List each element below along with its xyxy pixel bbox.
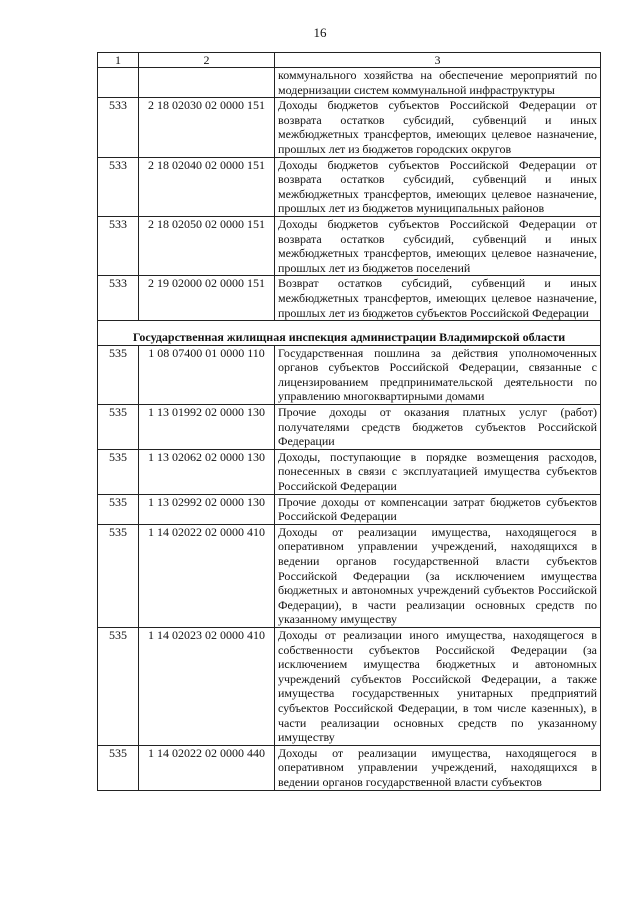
admin-code-cell: 535 — [98, 494, 139, 524]
column-header-2: 2 — [139, 53, 275, 68]
admin-code-cell: 533 — [98, 216, 139, 275]
revenue-description-cell: Доходы, поступающие в порядке возмещения расходов, понесенных в связи с эксплуатацией имущества субъектов Российской Федерации — [275, 449, 601, 494]
admin-code-cell: 535 — [98, 449, 139, 494]
revenue-code-cell: 2 18 02050 02 0000 151 — [139, 216, 275, 275]
table-row — [98, 157, 601, 216]
revenue-code-cell: 2 19 02000 02 0000 151 — [139, 276, 275, 321]
revenue-description-cell: Доходы от реализации имущества, находящегося в оперативном управлении учреждений, находящихся в ведении органов государственной власти субъектов Российской Федерации (за исключением имущества бюджетных и автономных учреждений субъектов Российской Федерации), в части реализации основных средств по указанному имуществу — [275, 524, 601, 627]
section-header-row — [98, 321, 601, 346]
admin-code-cell: 533 — [98, 157, 139, 216]
table-row — [98, 98, 601, 157]
table-header-row — [98, 53, 601, 68]
admin-code-cell: 533 — [98, 276, 139, 321]
revenue-code-cell: 1 14 02022 02 0000 440 — [139, 745, 275, 790]
table-row — [98, 627, 601, 745]
table-row — [98, 68, 601, 98]
revenue-description-cell: Доходы бюджетов субъектов Российской Федерации от возврата остатков субсидий, субвенций и иных межбюджетных трансфертов, имеющих целевое назначение, прошлых лет из бюджетов муниципальных районов — [275, 157, 601, 216]
page-number: 16 — [313, 25, 327, 40]
admin-code-cell: 533 — [98, 98, 139, 157]
revenue-code-cell: 1 13 02062 02 0000 130 — [139, 449, 275, 494]
revenue-code-cell: 1 13 01992 02 0000 130 — [139, 405, 275, 450]
revenue-code-cell: 1 13 02992 02 0000 130 — [139, 494, 275, 524]
revenue-code-cell: 2 18 02040 02 0000 151 — [139, 157, 275, 216]
admin-code-cell: 535 — [98, 345, 139, 404]
admin-code-cell: 535 — [98, 524, 139, 627]
revenue-code-cell: 1 08 07400 01 0000 110 — [139, 345, 275, 404]
column-header-3: 3 — [275, 53, 601, 68]
revenue-code-cell — [139, 68, 275, 98]
budget-revenue-table — [97, 52, 601, 791]
revenue-description-cell: Доходы от реализации иного имущества, находящегося в собственности субъектов Российской Федерации (за исключением имущества бюджетных и автономных учреждений субъектов Российской Федерации, а также имущества государственных унитарных предприятий субъектов Российской Федерации, в том числе казенных), в части реализации основных средств по указанному имуществу — [275, 627, 601, 745]
table-row — [98, 276, 601, 321]
table-row — [98, 745, 601, 790]
revenue-description-cell: Доходы от реализации имущества, находящегося в оперативном управлении учреждений, находящихся в ведении органов государственной власти субъектов — [275, 745, 601, 790]
admin-code-cell — [98, 68, 139, 98]
admin-code-cell: 535 — [98, 745, 139, 790]
revenue-code-cell: 1 14 02022 02 0000 410 — [139, 524, 275, 627]
revenue-description-cell: Прочие доходы от компенсации затрат бюджетов субъектов Российской Федерации — [275, 494, 601, 524]
table-row — [98, 405, 601, 450]
table-row — [98, 449, 601, 494]
revenue-code-cell: 1 14 02023 02 0000 410 — [139, 627, 275, 745]
revenue-description-cell: Государственная пошлина за действия уполномоченных органов субъектов Российской Федерации, связанные с лицензированием предпринимательской деятельности по управлению многоквартирными домами — [275, 345, 601, 404]
revenue-description-cell: Прочие доходы от оказания платных услуг (работ) получателями средств бюджетов субъектов Российской Федерации — [275, 405, 601, 450]
table-row — [98, 524, 601, 627]
revenue-description-cell: Возврат остатков субсидий, субвенций и иных межбюджетных трансфертов, имеющих целевое назначение, прошлых лет из бюджетов субъектов Российской Федерации — [275, 276, 601, 321]
table-row — [98, 494, 601, 524]
admin-code-cell: 535 — [98, 627, 139, 745]
revenue-description-cell: Доходы бюджетов субъектов Российской Федерации от возврата остатков субсидий, субвенций и иных межбюджетных трансфертов, имеющих целевое назначение, прошлых лет из бюджетов городских округов — [275, 98, 601, 157]
table-row — [98, 345, 601, 404]
table-row — [98, 216, 601, 275]
revenue-description-cell: Доходы бюджетов субъектов Российской Федерации от возврата остатков субсидий, субвенций и иных межбюджетных трансфертов, имеющих целевое назначение, прошлых лет из бюджетов поселений — [275, 216, 601, 275]
revenue-description-cell: коммунального хозяйства на обеспечение мероприятий по модернизации систем коммунальной инфраструктуры — [275, 68, 601, 98]
revenue-code-cell: 2 18 02030 02 0000 151 — [139, 98, 275, 157]
section-title: Государственная жилищная инспекция администрации Владимирской области — [98, 321, 601, 346]
column-header-1: 1 — [98, 53, 139, 68]
admin-code-cell: 535 — [98, 405, 139, 450]
